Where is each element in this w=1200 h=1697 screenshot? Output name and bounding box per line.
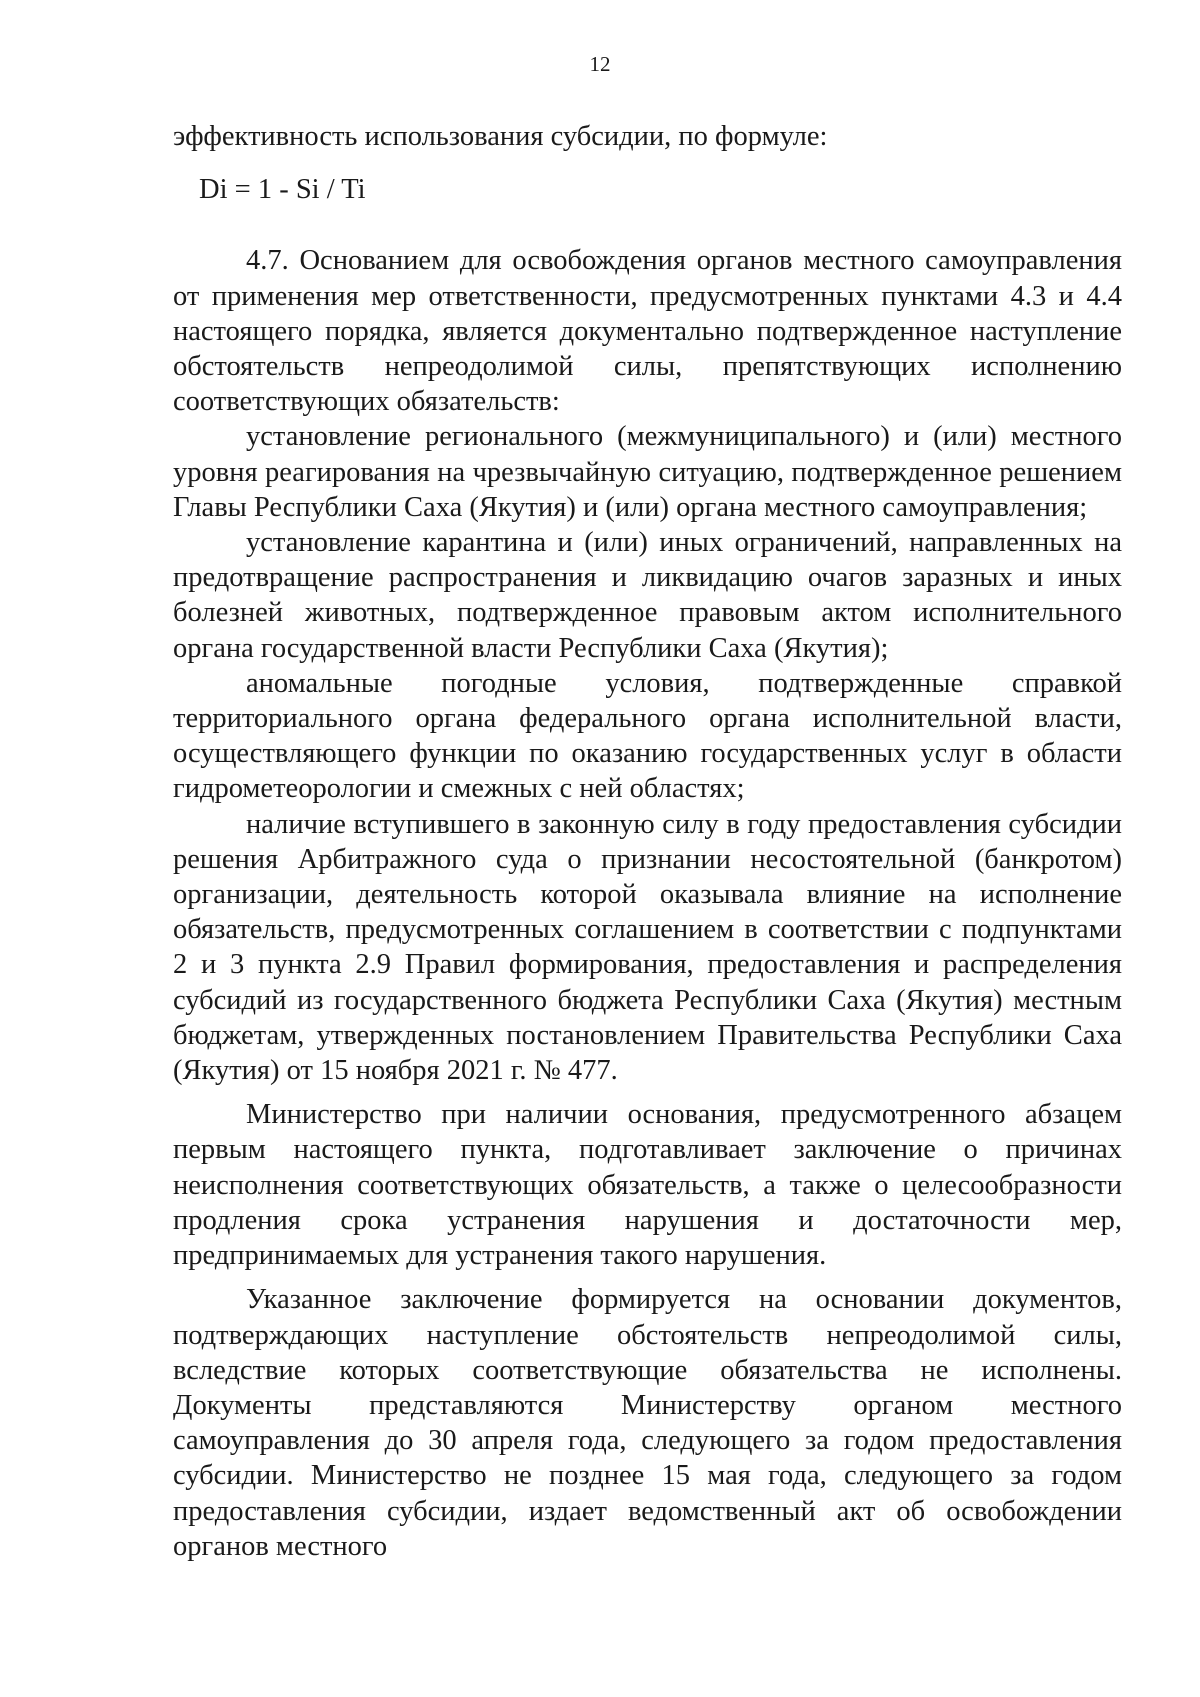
paragraph-documents: Указанное заключение формируется на основании документов, подтверждающих наступление обстоятельств непреодолимой силы, вследствие которых соответствующие обязательства не исполнены. Документы представляются Министерству органом местного самоуправления до 30 апреля года, следующего за годом предоставления субсидии. Министерство не позднее 15 мая года, следующего за годом предоставления субсидии, издает ведомственный акт об освобождении органов местного xyxy=(173,1284,1122,1562)
list-item-quarantine: установление карантина и (или) иных ограничений, направленных на предотвращение распространения и ликвидацию очагов заразных и иных болезней животных, подтвержденное правовым актом исполнительного органа государственной власти Республики Саха (Якутия); xyxy=(173,527,1122,664)
formula: Di = 1 - Si / Ti xyxy=(199,174,366,206)
list-item-bankruptcy: наличие вступившего в законную силу в году предоставления субсидии решения Арбитражного суда о признании несостоятельной (банкротом) организации, деятельность которой оказывала влияние на исполнение обязательств, предусмотренных соглашением в соответствии с подпунктами 2 и 3 пункта 2.9 Правил формирования, предоставления и распределения субсидий из государственного бюджета Республики Саха (Якутия) местным бюджетам, утвержденных постановлением Правительства Республики Саха (Якутия) от 15 ноября 2021 г. № 477. xyxy=(173,808,1122,1087)
page-number: 12 xyxy=(589,52,611,76)
paragraph-4-7: 4.7. Основанием для освобождения органов местного самоуправления от применения мер ответственности, предусмотренных пунктами 4.3 и 4.4 настоящего порядка, является документально подтвержденное наступление обстоятельств непреодолимой силы, препятствующих исполнению соответствующих обязательств: xyxy=(173,245,1122,418)
list-item-emergency: установление регионального (межмуниципального) и (или) местного уровня реагирования на чрезвычайную ситуацию, подтвержденное решением Главы Республики Саха (Якутия) и (или) органа местного самоуправления; xyxy=(173,421,1122,523)
intro-line: эффективность использования субсидии, по формуле: xyxy=(173,121,828,152)
paragraph-ministry-conclusion: Министерство при наличии основания, предусмотренного абзацем первым настоящего пункта, подготавливает заключение о причинах неисполнения соответствующих обязательств, а также о целесообразности продления срока устранения нарушения и достаточности мер, предпринимаемых для устранения такого нарушения. xyxy=(173,1099,1122,1272)
list-item-weather: аномальные погодные условия, подтвержденные справкой территориального органа федерального органа исполнительной власти, осуществляющего функции по оказанию государственных услуг в области гидрометеорологии и смежных с ней областях; xyxy=(173,667,1122,805)
document-body xyxy=(173,119,1122,1564)
